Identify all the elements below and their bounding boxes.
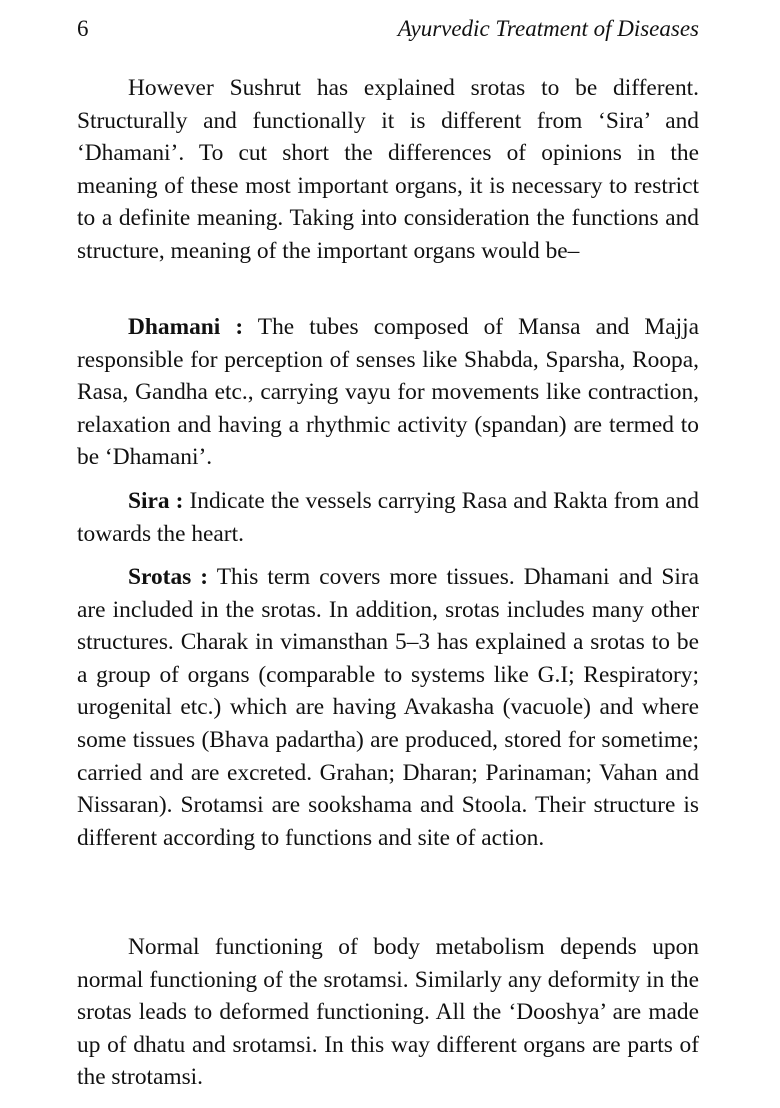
paragraph-intro (77, 72, 699, 268)
page-header (77, 12, 699, 46)
paragraph-text: Indicate the vessels carrying Rasa and Rakta from and towards the heart. (77, 488, 699, 547)
term-sira: Sira : (128, 488, 184, 514)
page-number: 6 (77, 16, 89, 41)
paragraph-srotas (77, 561, 699, 854)
term-srotas: Srotas : (128, 564, 209, 590)
paragraph-text: Normal functioning of body metabolism depends upon normal functioning of the srotamsi. Similarly any deformity in the srotas leads to deformed functioning. All the ‘Dooshya’ are made up of dhatu and srotamsi. In this way different organs are parts of the strotamsi. (77, 934, 699, 1091)
paragraph-text: This term covers more tissues. Dhamani and Sira are included in the srotas. In addition, srotas includes many other structures. Charak in vimansthan 5–3 has explained a srotas to be a group of organs (comparable to systems like G.I; Respiratory; urogenital etc.) which are having Avakasha (vacuole) and where some tissues (Bhava padartha) are produced, stored for sometime; carried and are excreted. Grahan; Dharan; Parinaman; Vahan and Nissaran). Srotamsi are sookshama and Stoola. Their structure is different according to functions and site of action. (77, 564, 699, 851)
paragraph-sira (77, 485, 699, 550)
running-title: Ayurvedic Treatment of Diseases (397, 16, 699, 41)
paragraph-text: However Sushrut has explained srotas to be different. Structurally and functionally it is different from ‘Sira’ and ‘Dhamani’. To cut short the differences of opinions in the meaning of these most important organs, it is necessary to restrict to a definite meaning. Taking into consideration the functions and structure, meaning of the important organs would be– (77, 75, 699, 264)
term-dhamani: Dhamani : (128, 314, 244, 340)
paragraph-conclusion (77, 931, 699, 1094)
paragraph-dhamani (77, 311, 699, 474)
paragraph-text: The tubes composed of Mansa and Majja responsible for perception of senses like Shabda, Sparsha, Roopa, Rasa, Gandha etc., carrying vayu for movements like contraction, relaxation and having a rhythmic activity (spandan) are termed to be ‘Dhamani’. (77, 314, 699, 471)
